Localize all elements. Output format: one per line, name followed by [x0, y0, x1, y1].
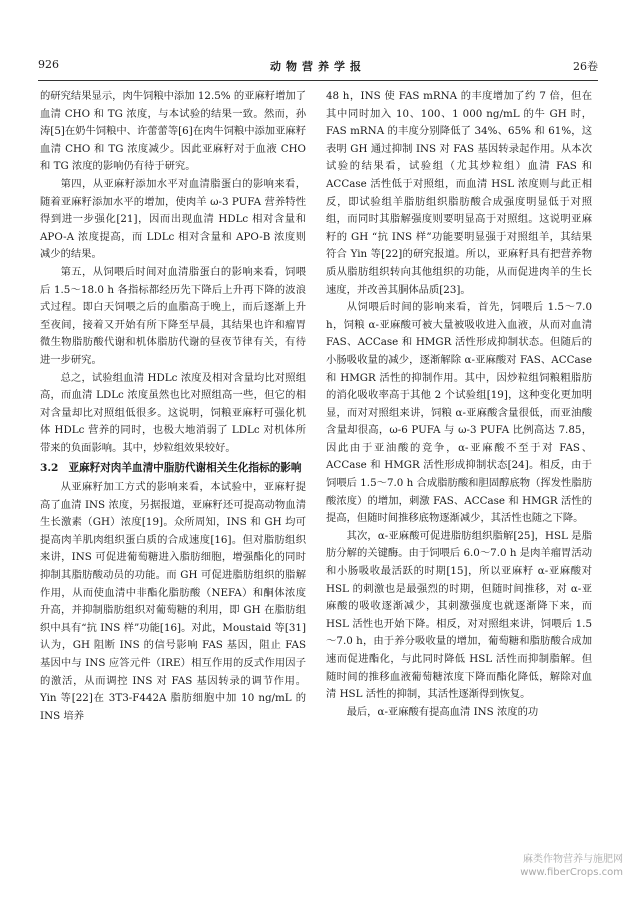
section-title: 亚麻籽对肉羊血清中脂肪代谢相关生化指标的影响 [68, 462, 302, 475]
watermark-url: www.fiberCrops.com [520, 867, 623, 878]
watermark [520, 853, 623, 879]
right-column [326, 88, 592, 721]
paragraph: 48 h，INS 使 FAS mRNA 的丰度增加了约 7 倍，但在其中同时加入 10、100、1 000 ng/mL 的牛 GH 时，FAS mRNA 的丰度分别降低了 34%、65% 和 61%，这表明 GH 通过抑制 INS 对 FAS 基因转录起作用。从本次试验的结果看，试验组（尤其炒粒组）血清 FAS 和 ACCase 活性低于对照组，而血清 HSL 浓度则与此正相反，即试验组羊脂肪组织脂肪酸合成强度明显低于对照组，而同时其脂解强度则要明显高于对照组。这说明亚麻籽的 GH “抗 INS 样”功能要明显强于对照组羊，其结果符合 Yin 等[22]的研究报道。所以，亚麻籽具有把营养物质从脂肪组织转向其他组织的功能，从而促进肉羊的生长速度，并改善其胴体品质[23]。 [326, 90, 592, 296]
paragraph: 最后，α-亚麻酸有提高血清 INS 浓度的功 [346, 705, 539, 718]
volume-label: 26卷 [573, 60, 598, 73]
paragraph: 总之，试验组血清 HDLc 浓度及相对含量均比对照组高，而血清 LDLc 浓度虽然也比对照组高一些，但它的相对含量却比对照组低很多。这说明，饲粮亚麻籽可强化机体 HDLc 营养的同时，也极大地消弱了 LDLc 对机体所带来的负面影响。其中，炒粒组效果较好。 [40, 371, 306, 454]
paragraph: 第四，从亚麻籽添加水平对血清脂蛋白的影响来看，随着亚麻籽添加水平的增加，使肉羊 ω-3 PUFA 营养特性得到进一步强化[21]，因而出现血清 HDLc 相对含量和 APO-A 浓度提高，而 LDLc 相对含量和 APO-B 浓度则减少的结果。 [40, 177, 306, 261]
left-column [40, 88, 306, 725]
header-rule [38, 80, 598, 81]
section-heading [40, 460, 306, 478]
paragraph: 从饲喂后时间的影响来看，首先，饲喂后 1.5～7.0 h，饲粮 α-亚麻酸可被大量被吸收进入血液，从而对血清 FAS、ACCase 和 HMGR 活性形成抑制状态。但随后的小肠吸收量的减少，逐渐解除 α-亚麻酸对 FAS、ACCase 和 HMGR 活性的抑制作用。其中，因炒粒组饲粮粗脂肪的消化吸收率高于其他 2 个试验组[19]，这种变化更加明显，而对对照组来讲，饲粮 α-亚麻酸含量很低，而亚油酸含量却很高，ω-6 PUFA 与 ω-3 PUFA 比例高达 7.85，因此由于亚油酸的竞争，α-亚麻酸不至于对 FAS、ACCase 和 HMGR 活性形成抑制状态[24]。相反，由于饲喂后 1.5～7.0 h 合成脂肪酸和胆固醇底物（挥发性脂肪酸浓度）的增加，刺激 FAS、ACCase 和 HMGR 活性的提高，但随时间推移底物逐渐减少，其活性也随之下降。 [326, 301, 592, 525]
page-number: 926 [38, 58, 59, 71]
paragraph: 的研究结果显示，肉牛饲粮中添加 12.5% 的亚麻籽增加了血清 CHO 和 TG 浓度，与本试验的结果一致。然而，孙涛[5]在奶牛饲粮中、许蕾蕾等[6]在肉牛饲粮中添加亚麻籽血清 CHO 和 TG 浓度减少。因此亚麻籽对于血液 CHO 和 TG 浓度的影响仍有待于研究。 [40, 90, 306, 173]
journal-title: 动物营养学报 [270, 60, 366, 73]
section-number: 3.2 [40, 462, 59, 475]
paragraph: 第五，从饲喂后时间对血清脂蛋白的影响来看，饲喂后 1.5～18.0 h 各指标都经历先下降后上升再下降的波浪式过程。即白天饲喂之后的血脂高于晚上，而后逐渐上升至夜间，接着又开始有所下降至早晨，其结果也许和瘤胃微生物脂肪酸代谢和机体脂肪代谢的昼夜节律有关，有待进一步研究。 [40, 265, 306, 366]
running-header [38, 58, 598, 76]
paragraph: 其次，α-亚麻酸可促进脂肪组织脂解[25]，HSL 是脂肪分解的关键酶。由于饲喂后 6.0～7.0 h 是肉羊瘤胃活动和小肠吸收最活跃的时期[15]，所以亚麻籽 α-亚麻酸对 HSL 的刺激也是最强烈的时期，但随时间推移，对 α-亚麻酸的吸收逐渐减少，其刺激强度也就逐渐降下来，而 HSL 活性也开始下降。相反，对对照组来讲，饲喂后 1.5～7.0 h，由于养分吸收量的增加，葡萄糖和脂肪酸合成加速而促进酯化，与此同时降低 HSL 活性而抑制脂解。但随时间的推移血液葡萄糖浓度下降而酯化降低，解除对血清 HSL 活性的抑制，其活性逐渐得到恢复。 [326, 529, 592, 701]
paragraph: 从亚麻籽加工方式的影响来看，本试验中，亚麻籽提高了血清 INS 浓度，另据报道，亚麻籽还可提高动物血清生长激素（GH）浓度[19]。众所周知，INS 和 GH 均可提高肉羊肌肉组织蛋白质的合成速度[16]。但对脂肪组织来讲，INS 可促进葡萄糖进入脂肪细胞，增强酯化的同时抑制其脂肪酸动员的功能。而 GH 可促进脂肪组织的脂解作用，从而使血清中非酯化脂肪酸（NEFA）和酮体浓度升高，并抑制脂肪组织对葡萄糖的利用，即 GH 在脂肪组织中具有“抗 INS 样”功能[16]。对此，Moustaid 等[31]认为，GH 阻断 INS 的信号影响 FAS 基因，阻止 FAS 基因中与 INS 应答元件（IRE）相互作用的反式作用因子的激活，从而调控 INS 对 FAS 基因转录的调节作用。Yin 等[22]在 3T3-F442A 脂肪细胞中加 10 ng/mL 的 INS 培养 [40, 481, 306, 722]
watermark-title: 麻类作物营养与施肥网 [523, 854, 623, 865]
